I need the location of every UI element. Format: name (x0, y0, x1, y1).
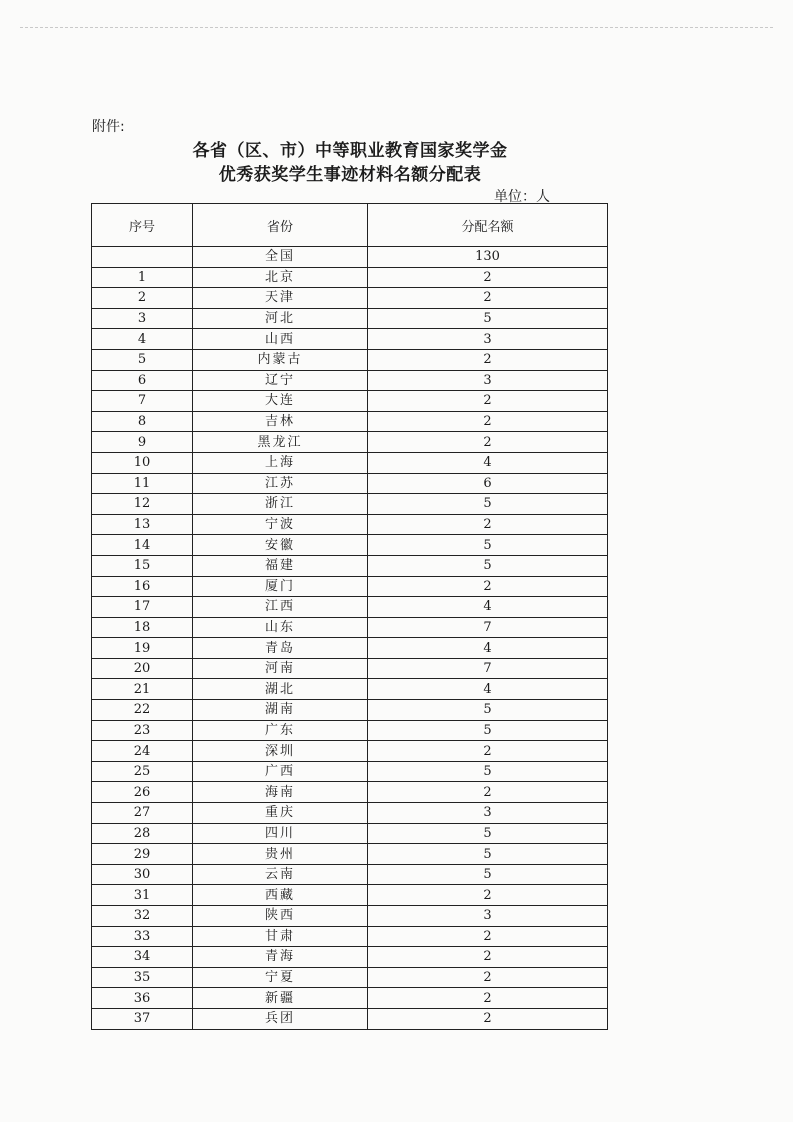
row-quota: 2 (368, 988, 608, 1009)
table-row (92, 658, 608, 679)
row-province: 青岛 (193, 638, 368, 659)
row-index: 35 (92, 967, 193, 988)
row-province: 内蒙古 (193, 349, 368, 370)
row-quota: 2 (368, 267, 608, 288)
row-index: 23 (92, 720, 193, 741)
row-province: 大连 (193, 391, 368, 412)
row-quota: 5 (368, 494, 608, 515)
total-province: 全国 (193, 247, 368, 268)
document-title-line2: 优秀获奖学生事迹材料名额分配表 (218, 165, 482, 185)
row-province: 湖南 (193, 700, 368, 721)
row-quota: 5 (368, 720, 608, 741)
row-province: 天津 (193, 288, 368, 309)
row-province: 湖北 (193, 679, 368, 700)
row-index: 27 (92, 803, 193, 824)
row-quota: 5 (368, 308, 608, 329)
header-province: 省份 (193, 204, 368, 247)
table-row (92, 308, 608, 329)
row-index: 24 (92, 741, 193, 762)
row-quota: 2 (368, 391, 608, 412)
row-province: 宁夏 (193, 967, 368, 988)
row-province: 河南 (193, 658, 368, 679)
table-row (92, 288, 608, 309)
row-province: 重庆 (193, 803, 368, 824)
row-index: 14 (92, 535, 193, 556)
row-province: 兵团 (193, 1008, 368, 1029)
table-row (92, 576, 608, 597)
row-index: 13 (92, 514, 193, 535)
row-index: 5 (92, 349, 193, 370)
table-row (92, 638, 608, 659)
table-row (92, 782, 608, 803)
row-index: 37 (92, 1008, 193, 1029)
row-quota: 3 (368, 803, 608, 824)
row-province: 河北 (193, 308, 368, 329)
row-province: 安徽 (193, 535, 368, 556)
row-index: 12 (92, 494, 193, 515)
row-quota: 2 (368, 514, 608, 535)
total-index (92, 247, 193, 268)
unit-label: 单位：人 (494, 189, 550, 205)
row-province: 浙江 (193, 494, 368, 515)
row-quota: 5 (368, 535, 608, 556)
row-index: 11 (92, 473, 193, 494)
row-index: 30 (92, 864, 193, 885)
row-province: 宁波 (193, 514, 368, 535)
header-quota: 分配名额 (368, 204, 608, 247)
row-quota: 2 (368, 967, 608, 988)
row-quota: 2 (368, 349, 608, 370)
row-index: 25 (92, 761, 193, 782)
row-quota: 3 (368, 329, 608, 350)
row-index: 20 (92, 658, 193, 679)
row-index: 17 (92, 597, 193, 618)
row-quota: 4 (368, 638, 608, 659)
row-index: 7 (92, 391, 193, 412)
table-row (92, 906, 608, 927)
table-row (92, 391, 608, 412)
row-province: 福建 (193, 555, 368, 576)
row-index: 33 (92, 926, 193, 947)
row-index: 19 (92, 638, 193, 659)
table-row (92, 535, 608, 556)
row-quota: 3 (368, 370, 608, 391)
row-index: 18 (92, 617, 193, 638)
table-row (92, 679, 608, 700)
row-province: 甘肃 (193, 926, 368, 947)
table-row (92, 720, 608, 741)
table-row (92, 947, 608, 968)
row-province: 黑龙江 (193, 432, 368, 453)
table-row (92, 370, 608, 391)
table-row (92, 494, 608, 515)
row-quota: 2 (368, 576, 608, 597)
table-row (92, 617, 608, 638)
row-index: 9 (92, 432, 193, 453)
row-quota: 5 (368, 700, 608, 721)
document-title-line1: 各省（区、市）中等职业教育国家奖学金 (192, 141, 508, 161)
table-row (92, 452, 608, 473)
row-province: 山东 (193, 617, 368, 638)
row-index: 34 (92, 947, 193, 968)
table-row (92, 864, 608, 885)
table-row (92, 885, 608, 906)
table-row (92, 432, 608, 453)
row-quota: 7 (368, 658, 608, 679)
table-row (92, 741, 608, 762)
row-index: 16 (92, 576, 193, 597)
row-province: 西藏 (193, 885, 368, 906)
row-quota: 2 (368, 1008, 608, 1029)
table-row (92, 514, 608, 535)
row-quota: 4 (368, 452, 608, 473)
row-province: 陕西 (193, 906, 368, 927)
row-quota: 4 (368, 597, 608, 618)
scan-edge-line (20, 27, 773, 28)
row-index: 8 (92, 411, 193, 432)
table-row (92, 473, 608, 494)
row-quota: 2 (368, 926, 608, 947)
table-header-row (92, 204, 608, 247)
row-province: 山西 (193, 329, 368, 350)
row-province: 广西 (193, 761, 368, 782)
table-row (92, 329, 608, 350)
header-index: 序号 (92, 204, 193, 247)
row-quota: 5 (368, 823, 608, 844)
row-province: 北京 (193, 267, 368, 288)
row-province: 海南 (193, 782, 368, 803)
table-row (92, 597, 608, 618)
row-index: 1 (92, 267, 193, 288)
row-quota: 2 (368, 947, 608, 968)
row-index: 15 (92, 555, 193, 576)
table-row (92, 700, 608, 721)
row-index: 22 (92, 700, 193, 721)
table-row (92, 267, 608, 288)
table-body (92, 247, 608, 1030)
quota-table (91, 203, 608, 1030)
row-index: 31 (92, 885, 193, 906)
row-quota: 2 (368, 411, 608, 432)
row-quota: 5 (368, 844, 608, 865)
row-province: 新疆 (193, 988, 368, 1009)
table-row (92, 844, 608, 865)
table-row (92, 761, 608, 782)
row-quota: 6 (368, 473, 608, 494)
row-quota: 2 (368, 885, 608, 906)
table-row (92, 967, 608, 988)
total-quota: 130 (368, 247, 608, 268)
row-quota: 5 (368, 864, 608, 885)
table-row (92, 988, 608, 1009)
row-province: 上海 (193, 452, 368, 473)
table-row (92, 823, 608, 844)
row-quota: 2 (368, 782, 608, 803)
row-province: 厦门 (193, 576, 368, 597)
row-quota: 2 (368, 741, 608, 762)
row-index: 4 (92, 329, 193, 350)
table-row (92, 926, 608, 947)
table-row (92, 411, 608, 432)
row-quota: 2 (368, 288, 608, 309)
row-province: 深圳 (193, 741, 368, 762)
total-row (92, 247, 608, 268)
row-quota: 4 (368, 679, 608, 700)
table-row (92, 1008, 608, 1029)
row-index: 10 (92, 452, 193, 473)
row-index: 29 (92, 844, 193, 865)
row-quota: 5 (368, 555, 608, 576)
row-province: 广东 (193, 720, 368, 741)
row-index: 21 (92, 679, 193, 700)
row-index: 6 (92, 370, 193, 391)
row-province: 江苏 (193, 473, 368, 494)
row-province: 青海 (193, 947, 368, 968)
row-index: 2 (92, 288, 193, 309)
row-province: 四川 (193, 823, 368, 844)
attachment-label: 附件: (92, 119, 125, 135)
row-index: 36 (92, 988, 193, 1009)
row-province: 辽宁 (193, 370, 368, 391)
row-index: 3 (92, 308, 193, 329)
row-quota: 3 (368, 906, 608, 927)
row-quota: 2 (368, 432, 608, 453)
row-quota: 7 (368, 617, 608, 638)
table-row (92, 349, 608, 370)
row-index: 32 (92, 906, 193, 927)
row-province: 贵州 (193, 844, 368, 865)
table-row (92, 803, 608, 824)
row-index: 28 (92, 823, 193, 844)
table-row (92, 555, 608, 576)
row-quota: 5 (368, 761, 608, 782)
row-index: 26 (92, 782, 193, 803)
row-province: 江西 (193, 597, 368, 618)
row-province: 吉林 (193, 411, 368, 432)
row-province: 云南 (193, 864, 368, 885)
